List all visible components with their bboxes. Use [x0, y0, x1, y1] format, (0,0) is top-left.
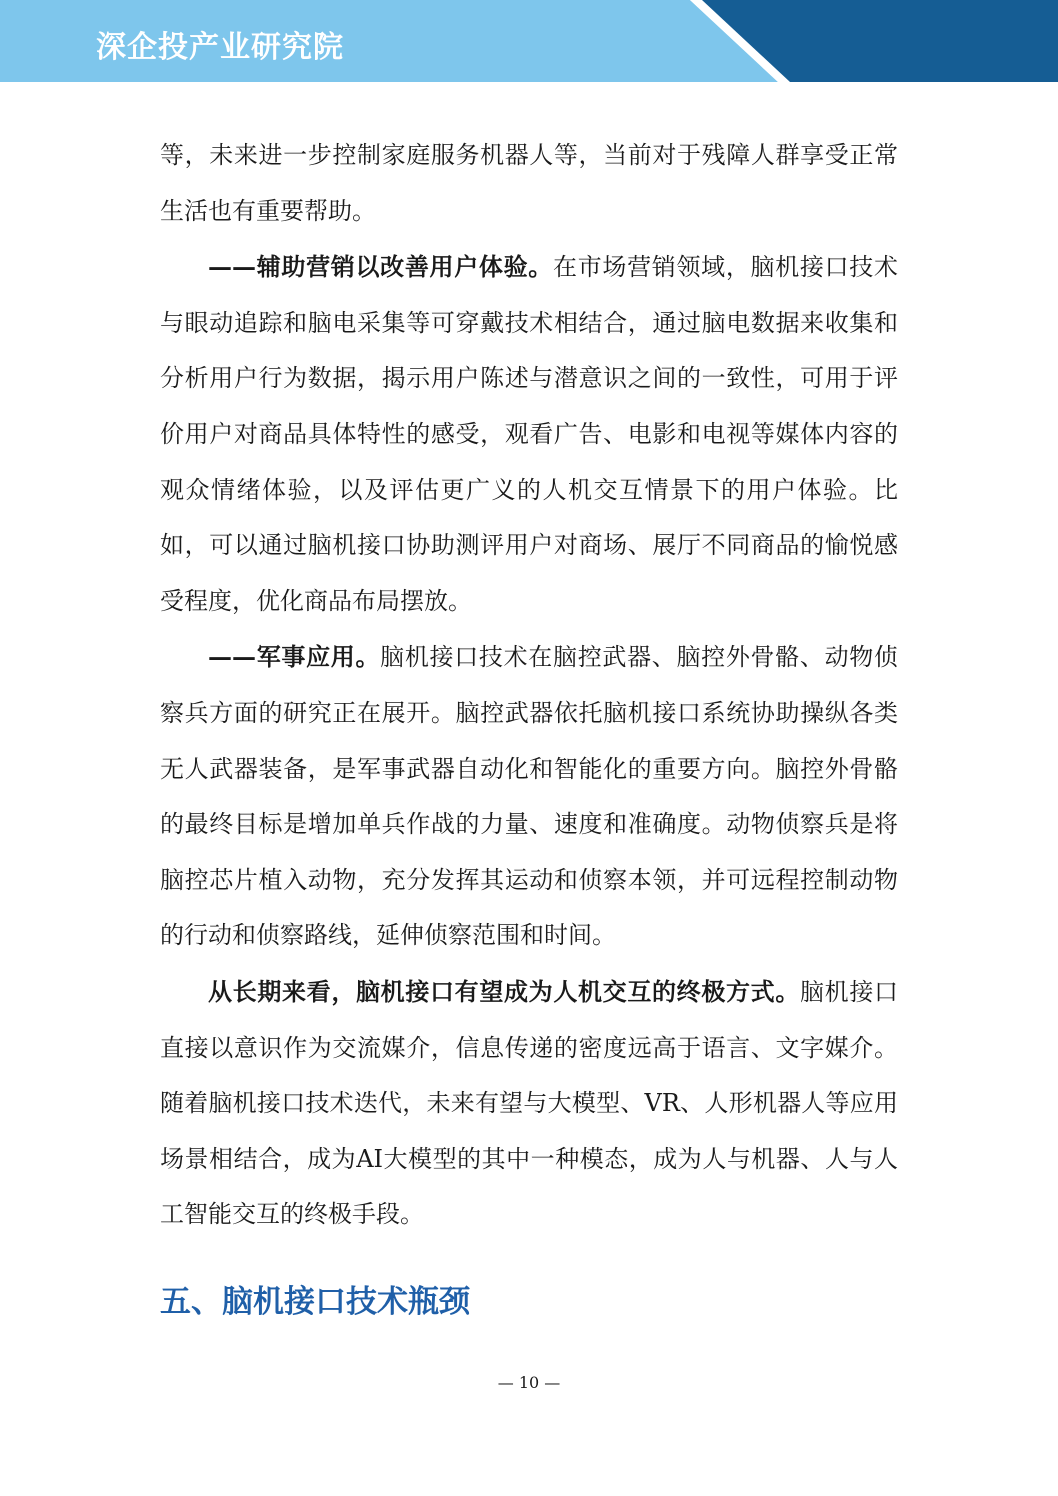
paragraph-1: 等，未来进一步控制家庭服务机器人等，当前对于残障人群享受正常生活也有重要帮助。	[160, 141, 898, 225]
paragraph-4-text: 脑机接口直接以意识作为交流媒介，信息传递的密度远高于语言、文字媒介。随着脑机接口技术迭代，未来有望与大模型、VR、人形机器人等应用场景相结合，成为AI大模型的其中一种模态，成为人与机器、人与人工智能交互的终极手段。	[160, 977, 898, 1229]
paragraph-4-heading: 从长期来看，脑机接口有望成为人机交互的终极方式。	[208, 976, 800, 1006]
paragraph-4	[160, 964, 898, 1243]
page-header	[0, 0, 1058, 82]
paragraph-3	[160, 629, 898, 964]
page-number: — 10 —	[497, 1373, 561, 1392]
paragraph-3-text: 脑机接口技术在脑控武器、脑控外骨骼、动物侦察兵方面的研究正在展开。脑控武器依托脑机接口系统协助操纵各类无人武器装备，是军事武器自动化和智能化的重要方向。脑控外骨骼的最终目标是增加单兵作战的力量、速度和准确度。动物侦察兵是将脑控芯片植入动物，充分发挥其运动和侦察本领，并可远程控制动物的行动和侦察路线，延伸侦察范围和时间。	[160, 643, 899, 950]
paragraph-2	[160, 239, 898, 629]
paragraph-3-heading: ——军事应用。	[208, 642, 381, 672]
section-heading: 五、脑机接口技术瓶颈	[160, 1284, 470, 1320]
header-title: 深企投产业研究院	[96, 30, 344, 65]
paragraph-2-text: 在市场营销领域，脑机接口技术与眼动追踪和脑电采集等可穿戴技术相结合，通过脑电数据来收集和分析用户行为数据，揭示用户陈述与潜意识之间的一致性，可用于评价用户对商品具体特性的感受，观看广告、电影和电视等媒体内容的观众情绪体验，以及评估更广义的人机交互情景下的用户体验。比如，可以通过脑机接口协助测评用户对商场、展厅不同商品的愉悦感受程度，优化商品布局摆放。	[160, 253, 898, 615]
body-content	[160, 128, 898, 1243]
paragraph-2-heading: ——辅助营销以改善用户体验。	[208, 252, 553, 282]
